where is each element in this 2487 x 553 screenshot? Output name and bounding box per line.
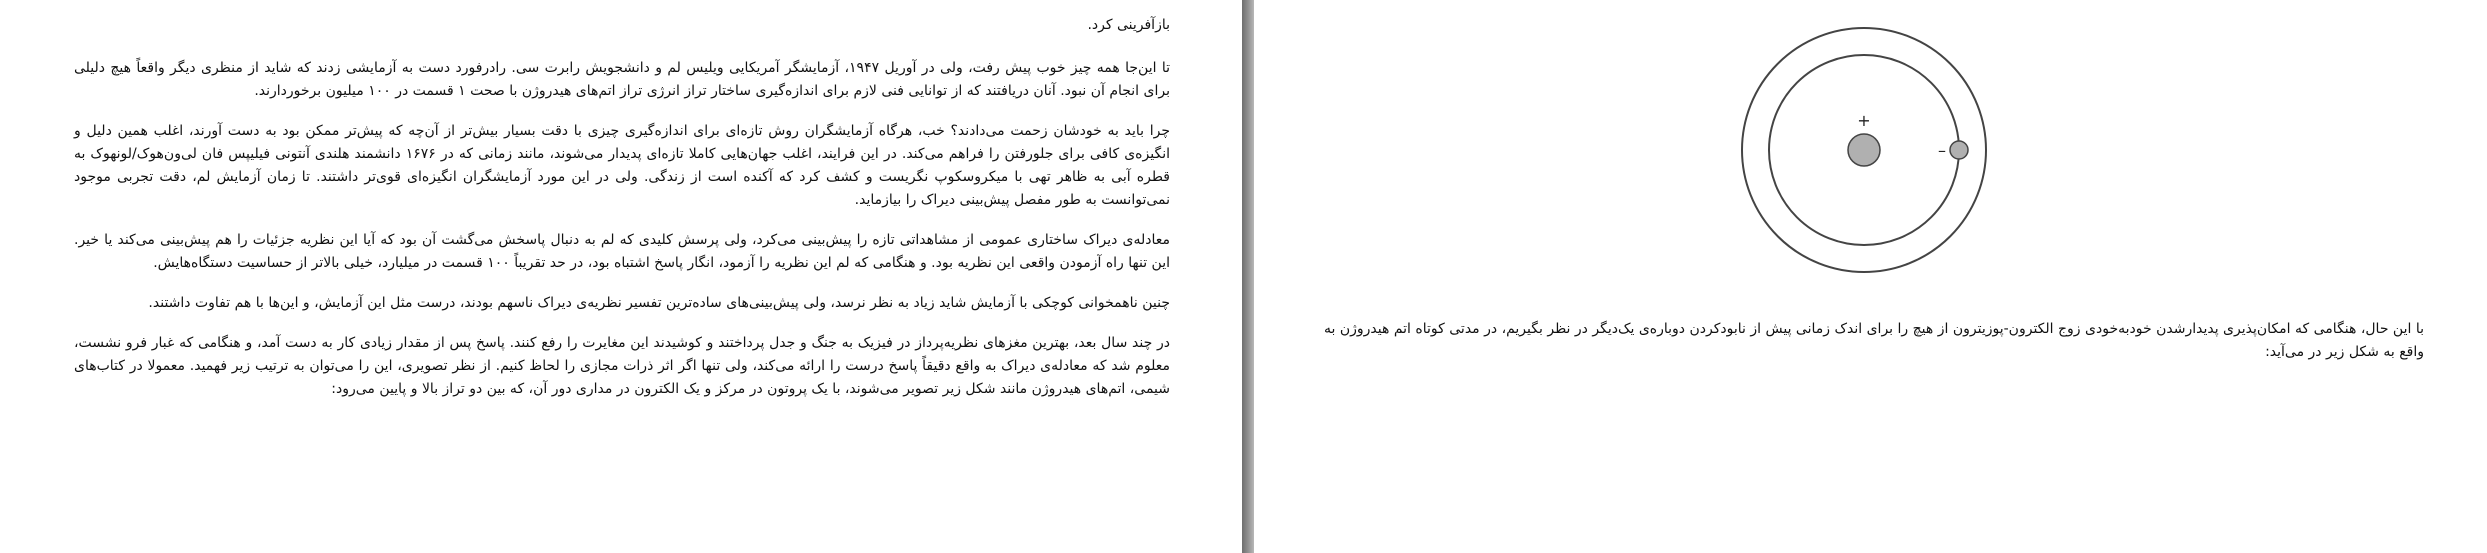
electron-sign: – xyxy=(1938,141,1946,160)
paragraph-6: در چند سال بعد، بهترین مغزهای نظریه‌پرداز در فیزیک به جنگ و جدل پرداختند و کوشیدند این مغایرت را رفع کنند. پاسخ پس از مقدار زیادی کار به دست آمد، و هنگامی که غبار فرو نشست، معلوم شد که معادله‌ی دیراک به واقع دقیقاً پاسخ درست را ارائه می‌کند، ولی تنها اگر اثر ذرات مجازی را لحاظ کنیم. از نظر تصویری، این را می‌توان به ترتیب زیر فهمید. معمولا در کتاب‌های شیمی، اتم‌های هیدروژن مانند شکل زیر تصویر می‌شوند، با یک پروتون در مرکز و یک الکترون در مداری دور آن، که بین دو تراز بالا و پایین می‌رود: xyxy=(74,335,1170,397)
proton-sign: + xyxy=(1857,111,1871,130)
paragraph-4: معادله‌ی دیراک ساختاری عمومی از مشاهداتی تازه را پیش‌بینی می‌کرد، ولی پرسش کلیدی که لم به دنبال پاسخش می‌گشت آن بود که آیا این نظریه جزئیات را هم پیش‌بینی می‌کند یا خیر. این تنها راه آزمودن واقعی این نظریه بود. و هنگامی که لم این نظریه را آزمود، انگار پاسخ اشتباه بود، در حد تقریباً ۱۰۰ قسمت در میلیارد، خیلی بالاتر از حساسیت دستگاه‌هایش. xyxy=(74,232,1170,271)
proton xyxy=(1848,134,1880,166)
right-page xyxy=(1254,0,2487,553)
paragraph-5: چنین ناهمخوانی کوچکی با آزمایش شاید زیاد به نظر نرسد، ولی پیش‌بینی‌های ساده‌ترین تفسیر نظریه‌ی دیراک ناسهم بودند، درست مثل این آزمایش، و این‌ها با هم تفاوت داشتند. xyxy=(148,295,1170,311)
page-divider xyxy=(1242,0,1254,553)
paragraph-3: چرا باید به خودشان زحمت می‌دادند؟ خب، هرگاه آزمایشگران روش تازه‌ای برای اندازه‌گیری چیزی با دقت بسیار بیش‌تر از آن‌چه که پیش‌تر ممکن بود به دست آورند، اغلب همین دلیل و انگیزه‌ی کافی برای جلورفتن را فراهم می‌کند. در این فرایند، اغلب جهان‌هایی کاملا تازه‌ای پدیدار می‌شوند، مانند زمانی که در ۱۶۷۶ دانشمند هلندی آنتونی فیلیپس فان لی‌ون‌هوک/لونهوک به قطره آبی به ظاهر تهی با میکروسکوپ نگریست و کشف کرد که آکنده است از زندگی. ولی در این مورد آزمایشگران انگیزه‌ای قوی‌تر داشتند. تا زمان آزمایش لم، دقت تجربی موجود نمی‌توانست به طور مفصل پیش‌بینی دیراک را بیازماید. xyxy=(74,123,1170,208)
hydrogen-atom-diagram xyxy=(1729,8,2009,293)
paragraph-2: تا این‌جا همه چیز خوب پیش رفت، ولی در آوریل ۱۹۴۷، آزمایشگر آمریکایی ویلیس لم و دانشجویش رابرت سی. رادرفورد دست به آزمایشی زدند که شاید از منظری دیگر واقعاً هیچ دلیلی برای انجام آن نبود. آنان دریافتند که از توانایی فنی لازم برای اندازه‌گیری ساختار تراز انرژی تراز اتم‌های هیدروژن با صحت ۱ قسمت در ۱۰۰ میلیون برخوردارند. xyxy=(74,60,1170,99)
left-page xyxy=(0,0,1242,553)
left-text-column xyxy=(74,14,1170,418)
paragraph-1: بازآفرینی کرد. xyxy=(1087,17,1170,33)
electron xyxy=(1950,141,1968,159)
right-caption: با این حال، هنگامی که امکان‌پذیری پدیدارشدن خودبه‌خودی زوج الکترون-پوزیترون از هیچ را برای اندک زمانی پیش از نابودکردن دوباره‌ی یک‌دیگر در نظر بگیریم، در مدتی کوتاه اتم هیدروژن به واقع به شکل زیر در می‌آید: xyxy=(1324,321,2424,360)
